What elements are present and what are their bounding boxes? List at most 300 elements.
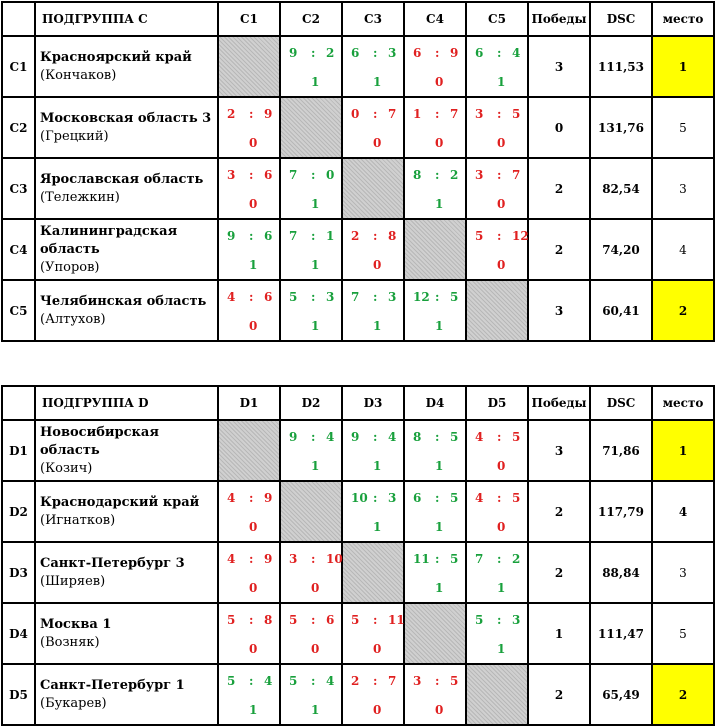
match-score (343, 665, 403, 724)
team-cell (35, 603, 218, 664)
match-score (281, 543, 341, 602)
self-match-cell (466, 280, 528, 341)
score-separator: : (249, 290, 254, 304)
match-points: 1 (373, 459, 382, 473)
match-result-cell (466, 36, 528, 97)
wins-value: 3 (528, 280, 590, 341)
score-separator: : (435, 107, 440, 121)
score-own: 6 (351, 46, 360, 60)
score-own: 3 (475, 107, 484, 121)
team-row (2, 481, 714, 542)
match-score (405, 543, 465, 602)
score-separator: : (435, 430, 440, 444)
match-score (219, 220, 279, 279)
place-value: 3 (652, 542, 714, 603)
match-result-cell (218, 280, 280, 341)
score-separator: : (311, 168, 316, 182)
match-result-cell (466, 97, 528, 158)
self-match-cell (404, 219, 466, 280)
score-separator: : (249, 491, 254, 505)
score-opponent: 6 (264, 229, 273, 243)
score-separator: : (435, 491, 440, 505)
match-points: 1 (373, 319, 382, 333)
team-row (2, 219, 714, 280)
match-points: 1 (435, 520, 444, 534)
score-separator: : (373, 46, 378, 60)
score-opponent: 5 (512, 430, 521, 444)
score-separator: : (311, 674, 316, 688)
score-opponent: 7 (388, 674, 397, 688)
match-result-cell (218, 542, 280, 603)
score-opponent: 5 (450, 290, 459, 304)
match-points: 1 (249, 703, 258, 717)
wins-value: 2 (528, 481, 590, 542)
place-value: 2 (652, 280, 714, 341)
column-header-c3: C3 (342, 2, 404, 36)
match-points: 1 (497, 642, 506, 656)
score-separator: : (249, 229, 254, 243)
team-name: Красноярский край (40, 49, 192, 65)
match-points: 0 (311, 642, 320, 656)
match-points: 1 (497, 581, 506, 595)
score-opponent: 3 (326, 290, 335, 304)
match-score (281, 665, 341, 724)
match-points: 0 (435, 136, 444, 150)
team-name: Краснодарский край (40, 494, 200, 510)
place-value: 4 (652, 481, 714, 542)
match-result-cell (404, 36, 466, 97)
team-row (2, 603, 714, 664)
score-own: 2 (351, 674, 360, 688)
score-opponent: 9 (450, 46, 459, 60)
match-result-cell (218, 664, 280, 725)
team-cell (35, 481, 218, 542)
score-opponent: 11 (388, 613, 405, 627)
match-score (467, 482, 527, 541)
score-separator: : (497, 613, 502, 627)
score-opponent: 6 (326, 613, 335, 627)
match-result-cell (404, 542, 466, 603)
score-separator: : (497, 46, 502, 60)
score-separator: : (497, 491, 502, 505)
match-result-cell (280, 158, 342, 219)
team-cell (35, 36, 218, 97)
place-value: 4 (652, 219, 714, 280)
match-score (219, 281, 279, 340)
score-opponent: 4 (326, 430, 335, 444)
wins-value: 2 (528, 219, 590, 280)
coach-name: (Грецкий) (40, 128, 109, 144)
team-code: C5 (2, 280, 35, 341)
dsc-value: 71,86 (590, 420, 652, 481)
match-result-cell (218, 219, 280, 280)
match-points: 0 (435, 75, 444, 89)
score-own: 5 (289, 674, 298, 688)
match-result-cell (404, 481, 466, 542)
match-score (343, 482, 403, 541)
column-header-d1: D1 (218, 386, 280, 420)
score-separator: : (373, 674, 378, 688)
team-code: D2 (2, 481, 35, 542)
match-score (343, 281, 403, 340)
dsc-value: 117,79 (590, 481, 652, 542)
match-score (219, 159, 279, 218)
team-code: D3 (2, 542, 35, 603)
match-result-cell (404, 97, 466, 158)
score-opponent: 3 (388, 290, 397, 304)
match-score (281, 281, 341, 340)
self-match-cell (404, 603, 466, 664)
self-match-cell (342, 158, 404, 219)
coach-name: (Кончаков) (40, 67, 117, 83)
score-own: 4 (227, 290, 236, 304)
team-code: D5 (2, 664, 35, 725)
score-opponent: 5 (512, 491, 521, 505)
match-score (343, 604, 403, 663)
match-score (281, 159, 341, 218)
score-opponent: 8 (264, 613, 273, 627)
team-cell (35, 97, 218, 158)
match-result-cell (342, 36, 404, 97)
team-cell (35, 219, 218, 280)
match-points: 0 (497, 136, 506, 150)
score-own: 7 (351, 290, 360, 304)
match-points: 1 (435, 319, 444, 333)
score-own: 4 (227, 491, 236, 505)
team-row (2, 280, 714, 341)
team-name: Ярославская область (40, 171, 204, 187)
match-result-cell (280, 280, 342, 341)
team-cell (35, 542, 218, 603)
match-result-cell (280, 219, 342, 280)
score-separator: : (249, 552, 254, 566)
team-code: C1 (2, 36, 35, 97)
match-points: 0 (249, 581, 258, 595)
wins-value: 3 (528, 420, 590, 481)
place-header: место (652, 386, 714, 420)
match-points: 0 (249, 319, 258, 333)
score-opponent: 12 (512, 229, 529, 243)
wins-value: 1 (528, 603, 590, 664)
score-own: 5 (227, 674, 236, 688)
dsc-value: 111,47 (590, 603, 652, 664)
score-opponent: 5 (512, 107, 521, 121)
score-opponent: 7 (450, 107, 459, 121)
score-opponent: 7 (512, 168, 521, 182)
score-own: 5 (227, 613, 236, 627)
match-score (281, 604, 341, 663)
match-points: 1 (311, 319, 320, 333)
score-opponent: 1 (326, 229, 335, 243)
score-own: 6 (413, 46, 422, 60)
match-score (281, 220, 341, 279)
score-separator: : (249, 107, 254, 121)
match-points: 0 (373, 642, 382, 656)
match-score (405, 281, 465, 340)
column-header-d2: D2 (280, 386, 342, 420)
dsc-value: 65,49 (590, 664, 652, 725)
match-points: 1 (311, 703, 320, 717)
wins-header: Победы (528, 2, 590, 36)
match-result-cell (280, 664, 342, 725)
match-result-cell (218, 603, 280, 664)
team-cell (35, 664, 218, 725)
place-value: 5 (652, 603, 714, 664)
wins-value: 2 (528, 542, 590, 603)
self-match-cell (218, 420, 280, 481)
match-points: 1 (311, 75, 320, 89)
match-score (405, 421, 465, 480)
column-header-c1: C1 (218, 2, 280, 36)
match-score (343, 37, 403, 96)
dsc-header: DSC (590, 2, 652, 36)
match-result-cell (280, 603, 342, 664)
score-separator: : (249, 674, 254, 688)
match-points: 1 (497, 75, 506, 89)
wins-header: Победы (528, 386, 590, 420)
self-match-cell (466, 664, 528, 725)
score-own: 4 (475, 430, 484, 444)
coach-name: (Возняк) (40, 634, 100, 650)
team-name: Санкт-Петербург 1 (40, 677, 185, 693)
coach-name: (Тележкин) (40, 189, 120, 205)
match-result-cell (218, 97, 280, 158)
score-opponent: 4 (512, 46, 521, 60)
score-opponent: 3 (512, 613, 521, 627)
match-result-cell (404, 280, 466, 341)
match-points: 0 (249, 136, 258, 150)
coach-name: (Букарев) (40, 695, 107, 711)
team-cell (35, 420, 218, 481)
match-result-cell (280, 542, 342, 603)
wins-value: 0 (528, 97, 590, 158)
score-own: 6 (475, 46, 484, 60)
place-value: 5 (652, 97, 714, 158)
score-own: 3 (289, 552, 298, 566)
score-separator: : (497, 168, 502, 182)
subgroup-c-table (1, 1, 715, 342)
score-separator: : (311, 613, 316, 627)
score-separator: : (497, 430, 502, 444)
match-score (281, 421, 341, 480)
match-points: 0 (373, 703, 382, 717)
wins-value: 3 (528, 36, 590, 97)
score-opponent: 7 (388, 107, 397, 121)
team-code: C2 (2, 97, 35, 158)
match-score (467, 98, 527, 157)
match-score (467, 159, 527, 218)
team-row (2, 420, 714, 481)
team-row (2, 36, 714, 97)
team-name: Санкт-Петербург 3 (40, 555, 185, 571)
score-own: 9 (351, 430, 360, 444)
match-result-cell (342, 603, 404, 664)
score-opponent: 10 (326, 552, 343, 566)
match-points: 0 (249, 197, 258, 211)
team-name: Московская область 3 (40, 110, 212, 126)
score-own: 5 (289, 290, 298, 304)
score-own: 6 (413, 491, 422, 505)
score-separator: : (373, 430, 378, 444)
score-opponent: 9 (264, 107, 273, 121)
team-cell (35, 158, 218, 219)
place-value: 3 (652, 158, 714, 219)
score-opponent: 3 (388, 491, 397, 505)
column-header-d3: D3 (342, 386, 404, 420)
dsc-value: 60,41 (590, 280, 652, 341)
score-own: 7 (289, 229, 298, 243)
match-score (343, 98, 403, 157)
corner-cell (2, 386, 35, 420)
match-result-cell (218, 158, 280, 219)
score-opponent: 8 (388, 229, 397, 243)
header-row (2, 2, 714, 36)
match-result-cell (404, 158, 466, 219)
score-own: 5 (289, 613, 298, 627)
place-value: 1 (652, 36, 714, 97)
match-score (281, 37, 341, 96)
score-separator: : (435, 290, 440, 304)
score-separator: : (435, 674, 440, 688)
match-points: 0 (249, 520, 258, 534)
team-code: D1 (2, 420, 35, 481)
match-result-cell (404, 664, 466, 725)
match-points: 1 (249, 258, 258, 272)
score-opponent: 5 (450, 674, 459, 688)
match-points: 0 (249, 642, 258, 656)
wins-value: 2 (528, 158, 590, 219)
score-opponent: 5 (450, 491, 459, 505)
place-value: 1 (652, 420, 714, 481)
team-name: Челябинская область (40, 293, 207, 309)
score-own: 8 (413, 168, 422, 182)
team-cell (35, 280, 218, 341)
match-points: 0 (373, 258, 382, 272)
score-opponent: 6 (264, 168, 273, 182)
score-opponent: 9 (264, 491, 273, 505)
score-opponent: 4 (264, 674, 273, 688)
self-match-cell (218, 36, 280, 97)
match-result-cell (280, 36, 342, 97)
score-separator: : (497, 229, 502, 243)
match-result-cell (218, 481, 280, 542)
score-own: 7 (475, 552, 484, 566)
dsc-value: 131,76 (590, 97, 652, 158)
team-code: D4 (2, 603, 35, 664)
match-score (405, 98, 465, 157)
match-score (219, 98, 279, 157)
subgroup-title: ПОДГРУППА D (35, 386, 218, 420)
score-own: 5 (351, 613, 360, 627)
subgroup-d-table (1, 385, 715, 726)
score-own: 5 (475, 613, 484, 627)
dsc-header: DSC (590, 386, 652, 420)
column-header-c5: C5 (466, 2, 528, 36)
match-points: 1 (311, 258, 320, 272)
score-separator: : (373, 290, 378, 304)
score-own: 9 (289, 430, 298, 444)
match-points: 0 (497, 459, 506, 473)
dsc-value: 88,84 (590, 542, 652, 603)
match-result-cell (466, 219, 528, 280)
score-opponent: 5 (450, 552, 459, 566)
match-score (219, 665, 279, 724)
team-name: Москва 1 (40, 616, 112, 632)
self-match-cell (280, 97, 342, 158)
corner-cell (2, 2, 35, 36)
score-separator: : (249, 613, 254, 627)
match-score (219, 543, 279, 602)
score-own: 3 (475, 168, 484, 182)
match-score (343, 220, 403, 279)
dsc-value: 111,53 (590, 36, 652, 97)
match-points: 1 (311, 197, 320, 211)
score-own: 2 (351, 229, 360, 243)
match-points: 0 (497, 197, 506, 211)
wins-value: 2 (528, 664, 590, 725)
header-row (2, 386, 714, 420)
score-separator: : (311, 552, 316, 566)
match-result-cell (404, 420, 466, 481)
match-points: 0 (311, 581, 320, 595)
match-result-cell (280, 420, 342, 481)
score-opponent: 3 (388, 46, 397, 60)
score-separator: : (497, 107, 502, 121)
score-own: 12 (413, 290, 430, 304)
column-header-c2: C2 (280, 2, 342, 36)
score-own: 7 (289, 168, 298, 182)
match-score (405, 665, 465, 724)
score-opponent: 2 (450, 168, 459, 182)
score-opponent: 2 (326, 46, 335, 60)
match-result-cell (466, 542, 528, 603)
score-separator: : (435, 46, 440, 60)
match-score (467, 220, 527, 279)
team-code: C3 (2, 158, 35, 219)
score-opponent: 6 (264, 290, 273, 304)
dsc-value: 74,20 (590, 219, 652, 280)
match-points: 0 (497, 258, 506, 272)
match-result-cell (466, 481, 528, 542)
score-own: 9 (289, 46, 298, 60)
match-points: 1 (435, 581, 444, 595)
team-name: Калининградская область (40, 223, 178, 257)
match-points: 1 (435, 459, 444, 473)
match-points: 1 (311, 459, 320, 473)
match-result-cell (466, 420, 528, 481)
team-row (2, 542, 714, 603)
match-score (219, 482, 279, 541)
score-separator: : (311, 430, 316, 444)
place-value: 2 (652, 664, 714, 725)
score-separator: : (249, 168, 254, 182)
score-own: 3 (413, 674, 422, 688)
score-own: 0 (351, 107, 360, 121)
match-result-cell (342, 97, 404, 158)
team-name: Новосибирская область (40, 424, 159, 458)
score-opponent: 2 (512, 552, 521, 566)
match-score (467, 421, 527, 480)
match-score (343, 421, 403, 480)
team-row (2, 664, 714, 725)
score-own: 5 (475, 229, 484, 243)
score-opponent: 9 (264, 552, 273, 566)
self-match-cell (342, 542, 404, 603)
match-result-cell (342, 664, 404, 725)
match-score (467, 543, 527, 602)
match-result-cell (466, 158, 528, 219)
score-own: 3 (227, 168, 236, 182)
